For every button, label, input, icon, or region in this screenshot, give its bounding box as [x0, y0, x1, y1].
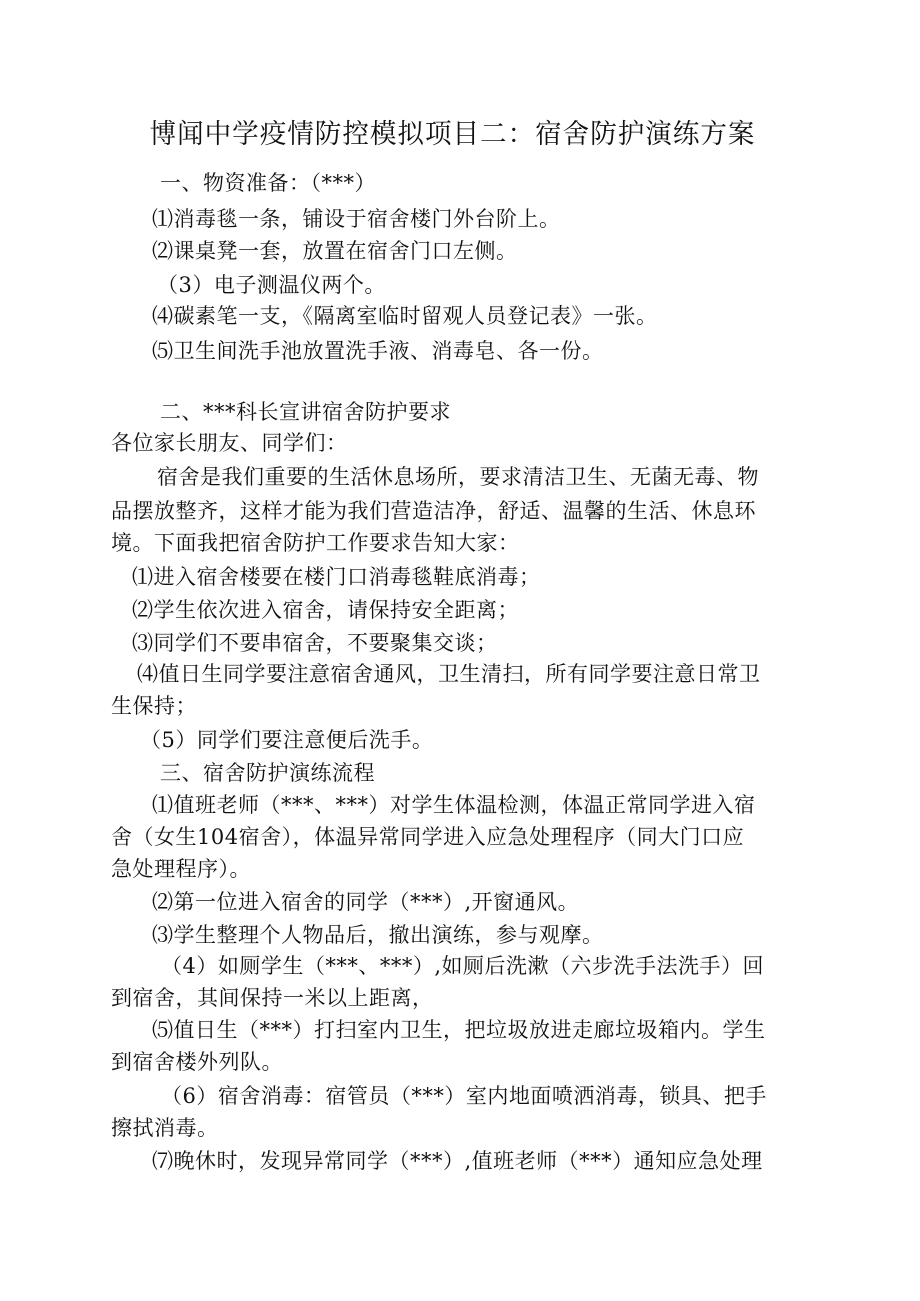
list-item-continuation: 舍（女生104宿舍），体温异常同学进入应急处理程序（同大门口应 [111, 825, 745, 849]
section-heading-requirements: 二、***科长宣讲宿舍防护要求 [160, 400, 451, 424]
list-item: ⑺晚休时，发现异常同学（***）,值班老师（***）通知应急处理 [152, 1149, 763, 1173]
list-item: ⑶同学们不要串宿舍，不要聚集交谈； [132, 631, 498, 655]
list-item: ⑴进入宿舍楼要在楼门口消毒毯鞋底消毒； [132, 565, 541, 589]
list-item-continuation: 急处理程序）。 [111, 857, 251, 881]
section-heading-procedure: 三、宿舍防护演练流程 [160, 761, 375, 785]
salutation: 各位家长朋友、同学们： [111, 431, 348, 455]
paragraph-line: 境。下面我把宿舍防护工作要求告知大家： [111, 531, 520, 555]
list-item: （6）宿舍消毒：宿管员（***）室内地面喷洒消毒，锁具、把手 [161, 1084, 767, 1108]
paragraph-line: 品摆放整齐，这样才能为我们营造洁净，舒适、温馨的生活、休息环 [111, 499, 756, 523]
list-item: ⑵第一位进入宿舍的同学（***）,开窗通风。 [152, 890, 580, 914]
list-item: ⑷碳素笔一支，《隔离室临时留观人员登记表》一张。 [152, 304, 658, 328]
list-item: （5）同学们要注意便后洗手。 [140, 728, 434, 752]
document-title: 博闻中学疫情防控模拟项目二：宿舍防护演练方案 [149, 119, 756, 150]
list-item: ⑸卫生间洗手池放置洗手液、消毒皂、各一份。 [152, 339, 604, 363]
list-item-continuation: 到宿舍楼外列队。 [111, 1050, 283, 1074]
paragraph-line: 宿舍是我们重要的生活休息场所，要求清洁卫生、无菌无毒、物 [157, 465, 759, 489]
list-item: ⑵学生依次进入宿舍，请保持安全距离； [132, 598, 519, 622]
list-item-continuation: 到宿舍，其间保持一米以上距离， [111, 986, 434, 1010]
list-item: （4）如厕学生（***、***）,如厕后洗漱（六步洗手法洗手）回 [161, 954, 765, 978]
list-item: （3）电子测温仪两个。 [157, 273, 386, 297]
section-heading-materials: 一、物资准备：（***） [160, 171, 376, 195]
list-item: ⑸值日生（***）打扫室内卫生，把垃圾放进走廊垃圾箱内。学生 [152, 1018, 766, 1042]
list-item: ⑵课桌凳一套，放置在宿舍门口左侧。 [152, 239, 518, 263]
list-item: ⑴消毒毯一条，铺设于宿舍楼门外台阶上。 [152, 207, 561, 231]
list-item-continuation: 擦拭消毒。 [111, 1116, 219, 1140]
list-item: ⑷值日生同学要注意宿舍通风，卫生清扫，所有同学要注意日常卫 [137, 662, 761, 686]
list-item: ⑴值班老师（***、***）对学生体温检测，体温正常同学进入宿 [152, 793, 756, 817]
list-item-continuation: 生保持； [111, 694, 197, 718]
list-item: ⑶学生整理个人物品后，撤出演练，参与观摩。 [152, 923, 604, 947]
